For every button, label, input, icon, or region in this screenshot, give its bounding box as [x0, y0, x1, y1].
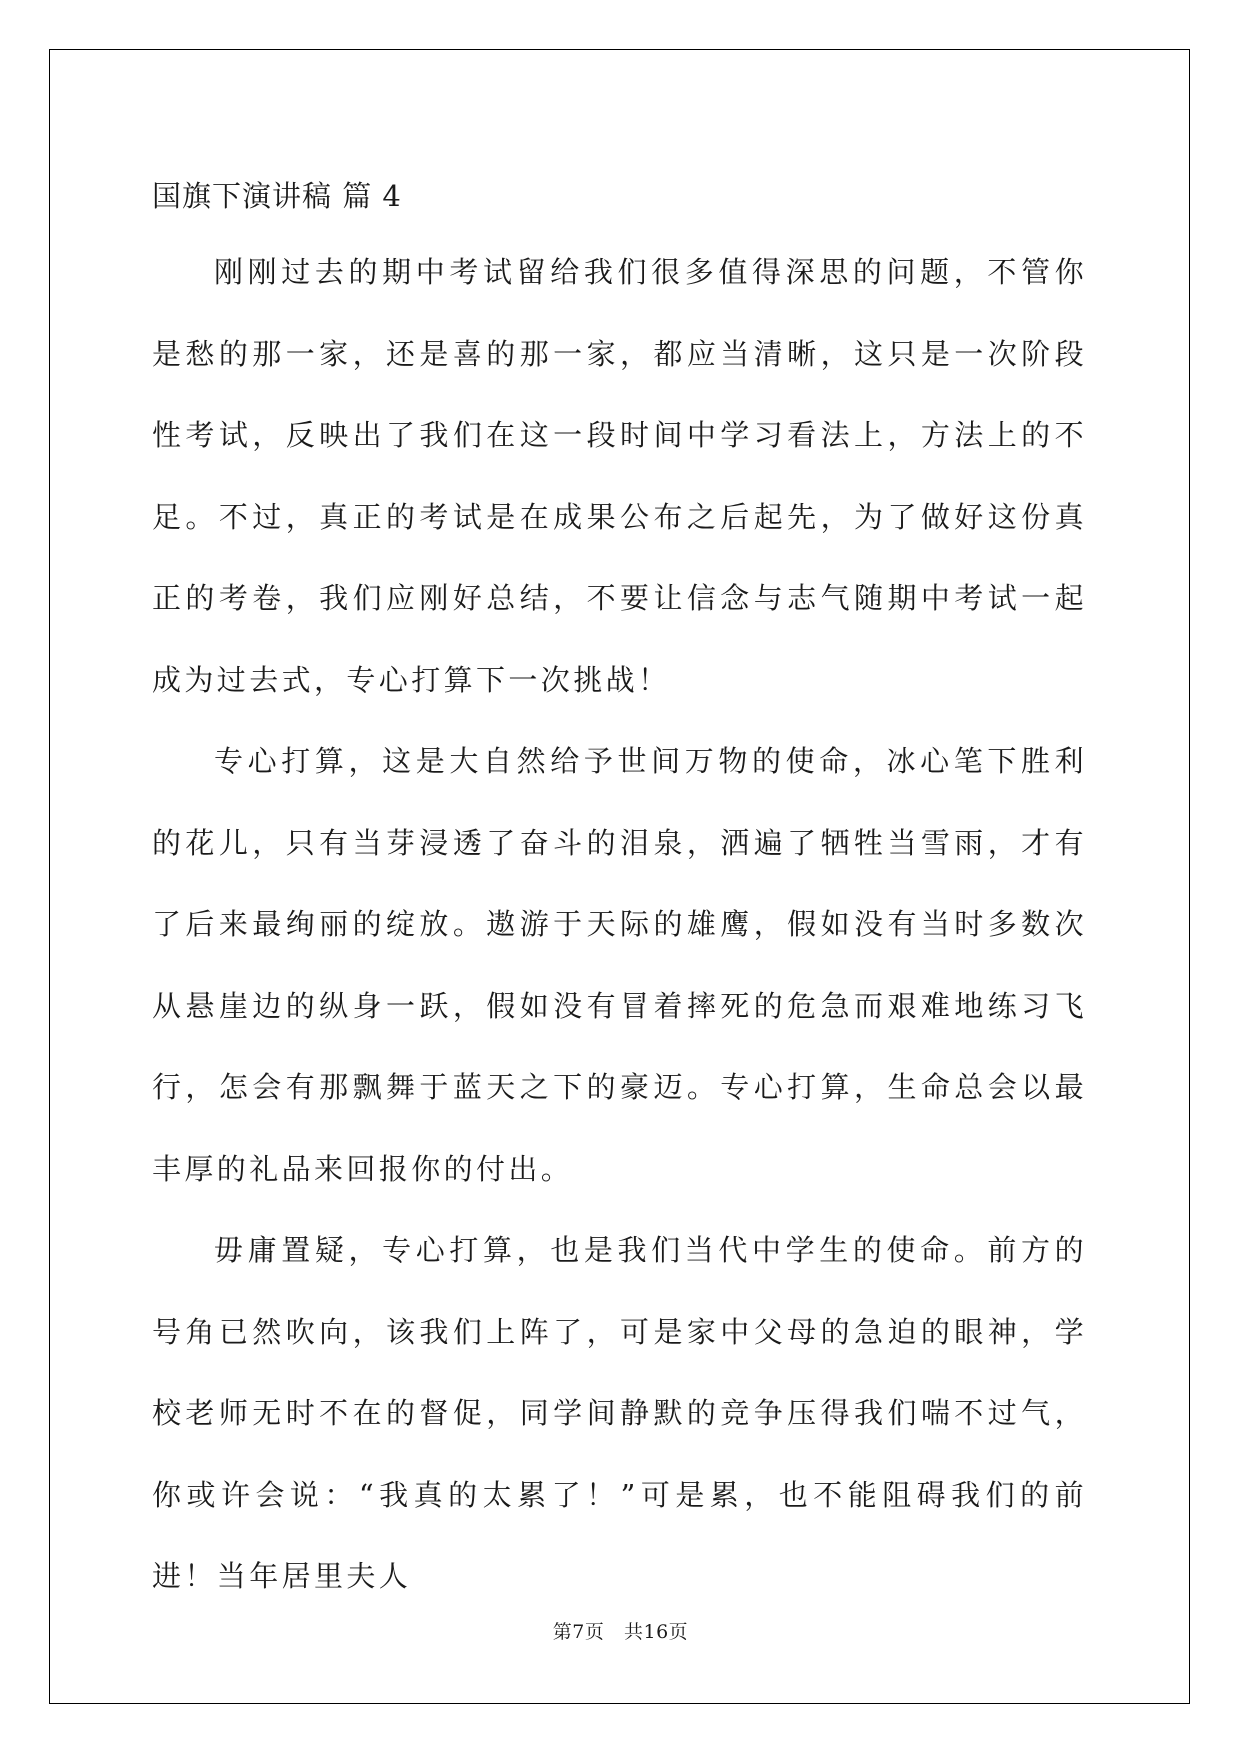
page-number-footer: 第7页 共16页 [552, 1621, 689, 1643]
paragraph-2: 专心打算，这是大自然给予世间万物的使命，冰心笔下胜利的花儿，只有当芽浸透了奋斗的泪泉，洒遍了牺牲当雪雨，才有了后来最绚丽的绽放。遨游于天际的雄鹰，假如没有当时多数次从悬崖边的纵身一跃，假如没有冒着摔死的危急而艰难地练习飞行，怎会有那飘舞于蓝天之下的豪迈。专心打算，生命总会以最丰厚的礼品来回报你的付出。 [152, 744, 1087, 1186]
document-body [152, 160, 1087, 1618]
document-title: 国旗下演讲稿 篇 4 [152, 179, 402, 213]
paragraph-1: 刚刚过去的期中考试留给我们很多值得深思的问题，不管你是愁的那一家，还是喜的那一家，都应当清晰，这只是一次阶段性考试，反映出了我们在这一段时间中学习看法上，方法上的不足。不过，真正的考试是在成果公布之后起先，为了做好这份真正的考卷，我们应刚好总结，不要让信念与志气随期中考试一起成为过去式，专心打算下一次挑战！ [152, 255, 1087, 697]
paragraph-3: 毋庸置疑，专心打算，也是我们当代中学生的使命。前方的号角已然吹向，该我们上阵了，可是家中父母的急迫的眼神，学校老师无时不在的督促，同学间静默的竞争压得我们喘不过气，你或许会说：“我真的太累了！”可是累，也不能阻碍我们的前进！当年居里夫人 [152, 1233, 1087, 1593]
